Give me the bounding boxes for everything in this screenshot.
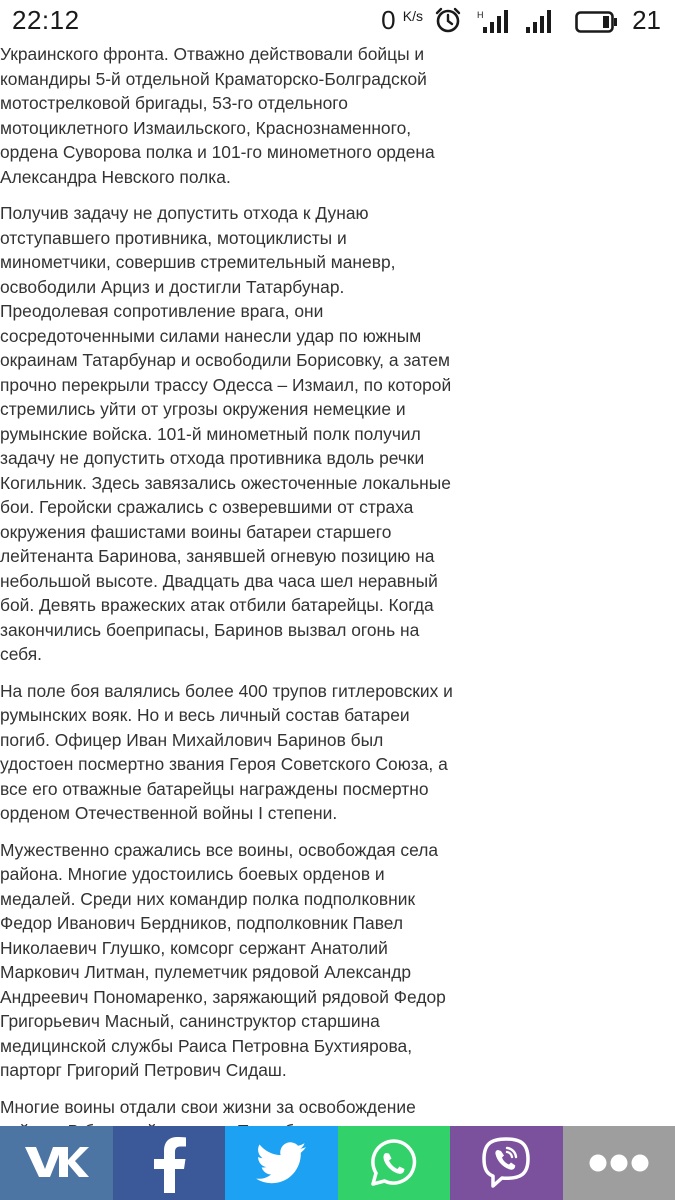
network-speed-value: 0	[381, 5, 396, 35]
network-speed-unit: K/s	[402, 8, 423, 24]
network-speed	[381, 5, 423, 36]
status-time: 22:12	[12, 5, 80, 35]
twitter-icon	[256, 1142, 306, 1184]
article-paragraph: Получив задачу не допустить отхода к Дунаю отступавшего противника, мотоциклисты и минометчики, совершив стремительный маневр, освободили Арциз и достигли Татарбунар. Преодолевая сопротивление врага, они сосредоточенными силами нанесли удар по южным окраинам Татарбунар и освободили Борисовку, а затем прочно перекрыли трассу Одесса – Измаил, по которой стремились уйти от угрозы окружения немецкие и румынские войска. 101-й минометный полк получил задачу не допустить отхода противника вдоль речки Когильник. Здесь завязались ожесточенные локальные бои. Геройски сражались с озверевшими от страха окружения фашистами воины батареи старшего лейтенанта Баринова, занявшей огневую позицию на небольшой высоте. Двадцать два часа шел неравный бой. Девять вражеских атак отбили батарейцы. Когда закончились боеприпасы, Баринов вызвал огонь на себя.	[0, 203, 452, 664]
network-type-label: H	[477, 10, 484, 20]
share-twitter-button[interactable]	[225, 1126, 338, 1200]
viber-icon	[478, 1135, 534, 1191]
signal-strength-icon-sim1	[477, 9, 511, 33]
status-icons	[1, 5, 661, 37]
more-icon	[588, 1153, 650, 1173]
status-bar	[0, 0, 675, 42]
vk-icon	[23, 1143, 89, 1183]
article-body	[0, 42, 455, 1156]
share-whatsapp-button[interactable]	[338, 1126, 451, 1200]
battery-icon	[575, 11, 617, 33]
alarm-clock-icon	[435, 7, 461, 33]
whatsapp-icon	[368, 1137, 420, 1189]
share-vk-button[interactable]	[0, 1126, 113, 1200]
share-more-button[interactable]	[563, 1126, 675, 1200]
battery-level: 21	[632, 5, 661, 35]
facebook-icon	[149, 1133, 189, 1193]
article-paragraph: Мужественно сражались все воины, освобождая села района. Многие удостоились боевых орденов и медалей. Среди них командир полка подполковник Федор Иванович Бердников, подполковник Павел Николаевич Глушко, комсорг сержант Анатолий Маркович Литман, пулеметчик рядовой Александр Андреевич Пономаренко, заряжающий рядовой Федор Григорьевич Масный, санинструктор старшина медицинской службы Раиса Петровна Бухтиярова, парторг Григорий Петрович Сидаш.	[0, 839, 446, 1080]
article-paragraph: Многие воины отдали свои жизни за освобождение	[0, 1096, 416, 1117]
share-bar	[0, 1126, 675, 1200]
signal-strength-icon-sim2	[524, 9, 558, 33]
article-paragraph: Украинского фронта. Отважно действовали бойцы и командиры 5-й отдельной Краматорско-Болградской мотострелковой бригады, 53-го отдельного мотоциклетного Измаильского, Краснознаменного, ордена Суворова полка и 101-го минометного ордена Александра Невского полка.	[0, 44, 435, 187]
article-paragraph: На поле боя валялись более 400 трупов гитлеровских и румынских вояк. Но и весь личный состав батареи погиб. Офицер Иван Михайлович Баринов был удостоен посмертно звания Героя Советского Союза, а все его отважные батарейцы награждены посмертно орденом Отечественной войны I степени.	[0, 680, 453, 823]
share-viber-button[interactable]	[450, 1126, 563, 1200]
share-facebook-button[interactable]	[113, 1126, 226, 1200]
